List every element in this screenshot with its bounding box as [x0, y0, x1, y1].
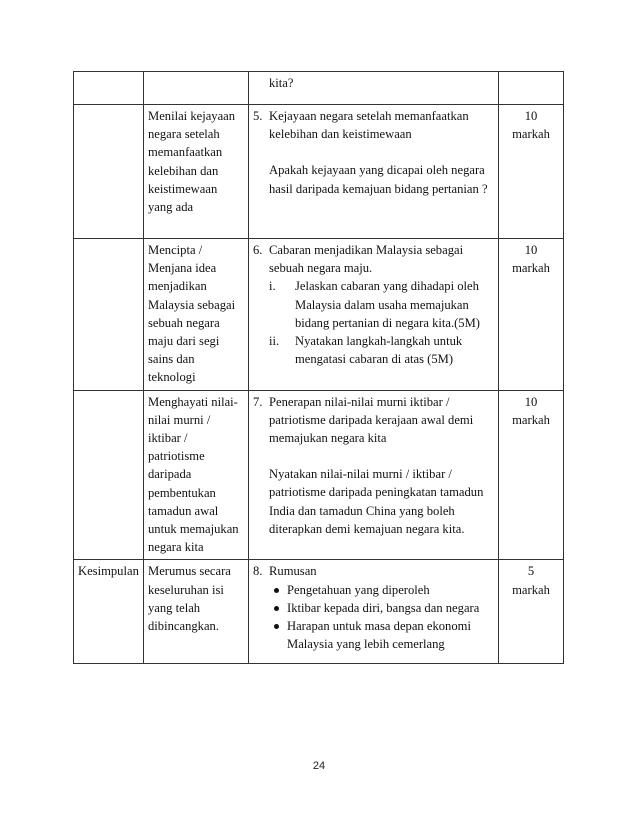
marks-cell [499, 239, 564, 391]
section-cell [74, 560, 144, 664]
marks-value: 10 [524, 243, 538, 257]
table-row [74, 72, 564, 105]
marks-unit: markah [512, 127, 550, 142]
sub-question-label: i. [269, 279, 276, 294]
question-cell [249, 105, 499, 239]
summary-bullets [253, 581, 494, 654]
sub-question-label: ii. [269, 334, 280, 349]
question-statement: Kejayaan negara setelah memanfaatkan kelebihan dan keistimewaan [269, 109, 469, 142]
question-statement: Cabaran menjadikan Malaysia sebagai sebuah negara maju. [269, 243, 464, 276]
marks-unit: markah [512, 261, 550, 276]
objective-cell [144, 390, 249, 560]
question-cell [249, 239, 499, 391]
section-cell [74, 72, 144, 105]
table-row [74, 390, 564, 560]
table-row [74, 239, 564, 391]
section-cell [74, 390, 144, 560]
objective-cell [144, 72, 249, 105]
question-heading: Rumusan [269, 564, 317, 579]
marks-value: 10 [524, 109, 538, 123]
lesson-table [73, 71, 564, 664]
question-text: kita? [269, 76, 294, 90]
question-number: 5. [253, 109, 263, 123]
marks-value: 10 [524, 394, 538, 409]
section-cell [74, 105, 144, 239]
marks-cell [499, 72, 564, 105]
sub-question-text: Nyatakan langkah-langkah untuk mengatasi cabaran di atas (5M) [295, 334, 463, 367]
objective-text: Merumus secara keseluruhan isi yang telah dibincangkan. [148, 564, 231, 634]
table-row [74, 560, 564, 664]
table-row [74, 105, 564, 239]
marks-unit: markah [512, 412, 550, 427]
question-number: 8. [253, 564, 263, 579]
question-text: Nyatakan nilai-nilai murni / iktibar / patriotisme daripada peningkatan tamadun India dan tamadun China yang boleh diterapkan demi kemajuan negara kita. [269, 467, 484, 536]
sub-question-text: Jelaskan cabaran yang dihadapi oleh Malaysia dalam usaha memajukan bidang pertanian di negara kita.(5M) [295, 279, 480, 330]
question-number: 6. [253, 243, 263, 257]
question-cell [249, 560, 499, 664]
marks-value: 5 [527, 564, 535, 579]
objective-text: Menilai kejayaan negara setelah memanfaatkan kelebihan dan keistimewaan yang ada [148, 109, 236, 215]
objective-cell [144, 239, 249, 391]
list-item: Harapan untuk masa depan ekonomi Malaysia yang lebih cemerlang [269, 617, 494, 653]
objective-text: Mencipta / Menjana idea menjadikan Malaysia sebagai sebuah negara maju dari segi sains dan teknologi [148, 243, 236, 385]
objective-text: Menghayati nilai-nilai murni / iktibar / patriotisme daripada pembentukan tamadun awal untuk memajukan negara kita [148, 394, 239, 555]
objective-cell [144, 105, 249, 239]
marks-cell [499, 560, 564, 664]
question-cell [249, 72, 499, 105]
objective-cell [144, 560, 249, 664]
section-cell [74, 239, 144, 391]
page-number: 24 [312, 760, 326, 772]
question-cell [249, 390, 499, 560]
list-item: Pengetahuan yang diperoleh [269, 581, 494, 599]
marks-unit: markah [512, 582, 550, 597]
question-text: Apakah kejayaan yang dicapai oleh negara hasil daripada kemajuan bidang pertanian ? [269, 163, 488, 196]
list-item: Iktibar kepada diri, bangsa dan negara [269, 599, 494, 617]
marks-cell [499, 390, 564, 560]
question-statement: Penerapan nilai-nilai murni iktibar / patriotisme daripada kerajaan awal demi memajukan negara kita [269, 394, 474, 446]
section-label: Kesimpulan [78, 564, 139, 579]
question-number: 7. [253, 394, 263, 409]
marks-cell [499, 105, 564, 239]
